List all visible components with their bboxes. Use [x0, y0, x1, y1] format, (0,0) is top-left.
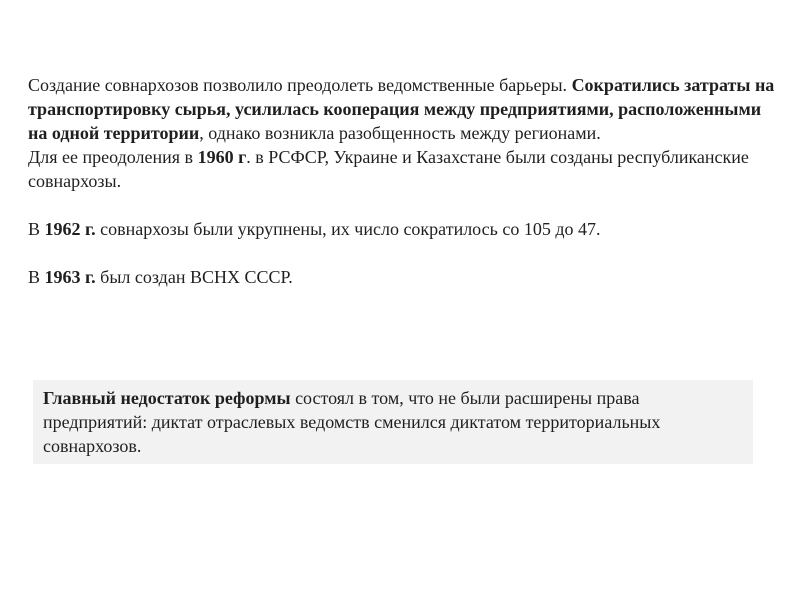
paragraph-text: Для ее преодоления в: [28, 147, 198, 167]
main-text-block: [28, 73, 778, 289]
paragraph-bold-year: 1963 г.: [44, 267, 96, 287]
paragraph-text: Создание совнархозов позволило преодолеть ведомственные барьеры.: [28, 75, 572, 95]
paragraph-text: совнархозы были укрупнены, их число сократилось со 105 до 47.: [95, 219, 601, 239]
paragraph-bold-year: 1962 г.: [44, 219, 96, 239]
paragraph-1962: [28, 217, 778, 241]
paragraph-1960: [28, 145, 778, 193]
paragraph-text: , однако возникла разобщенность между регионами.: [199, 123, 601, 143]
reform-drawback-note: [33, 380, 753, 464]
paragraph-bold-text: Сократились затраты на транспортировку сырья, усилилась кооперация между предприятиями, расположенными на одной территории: [28, 75, 775, 143]
spacer: [28, 193, 778, 217]
spacer: [28, 241, 778, 265]
note-bold-text: Главный недостаток реформы: [43, 388, 291, 408]
paragraph-sovnarkhoz-creation: [28, 73, 778, 145]
paragraph-1963: [28, 265, 778, 289]
paragraph-text: В: [28, 267, 45, 287]
paragraph-bold-year: 1960 г: [197, 147, 247, 167]
paragraph-text: был создан ВСНХ СССР.: [95, 267, 293, 287]
paragraph-text: . в РСФСР, Украине и Казахстане были созданы республиканские совнархозы.: [28, 147, 749, 191]
note-text: состоял в том, что не были расширены права предприятий: диктат отраслевых ведомств сменился диктатом территориальных совнархозов.: [43, 388, 661, 456]
paragraph-text: В: [28, 219, 45, 239]
